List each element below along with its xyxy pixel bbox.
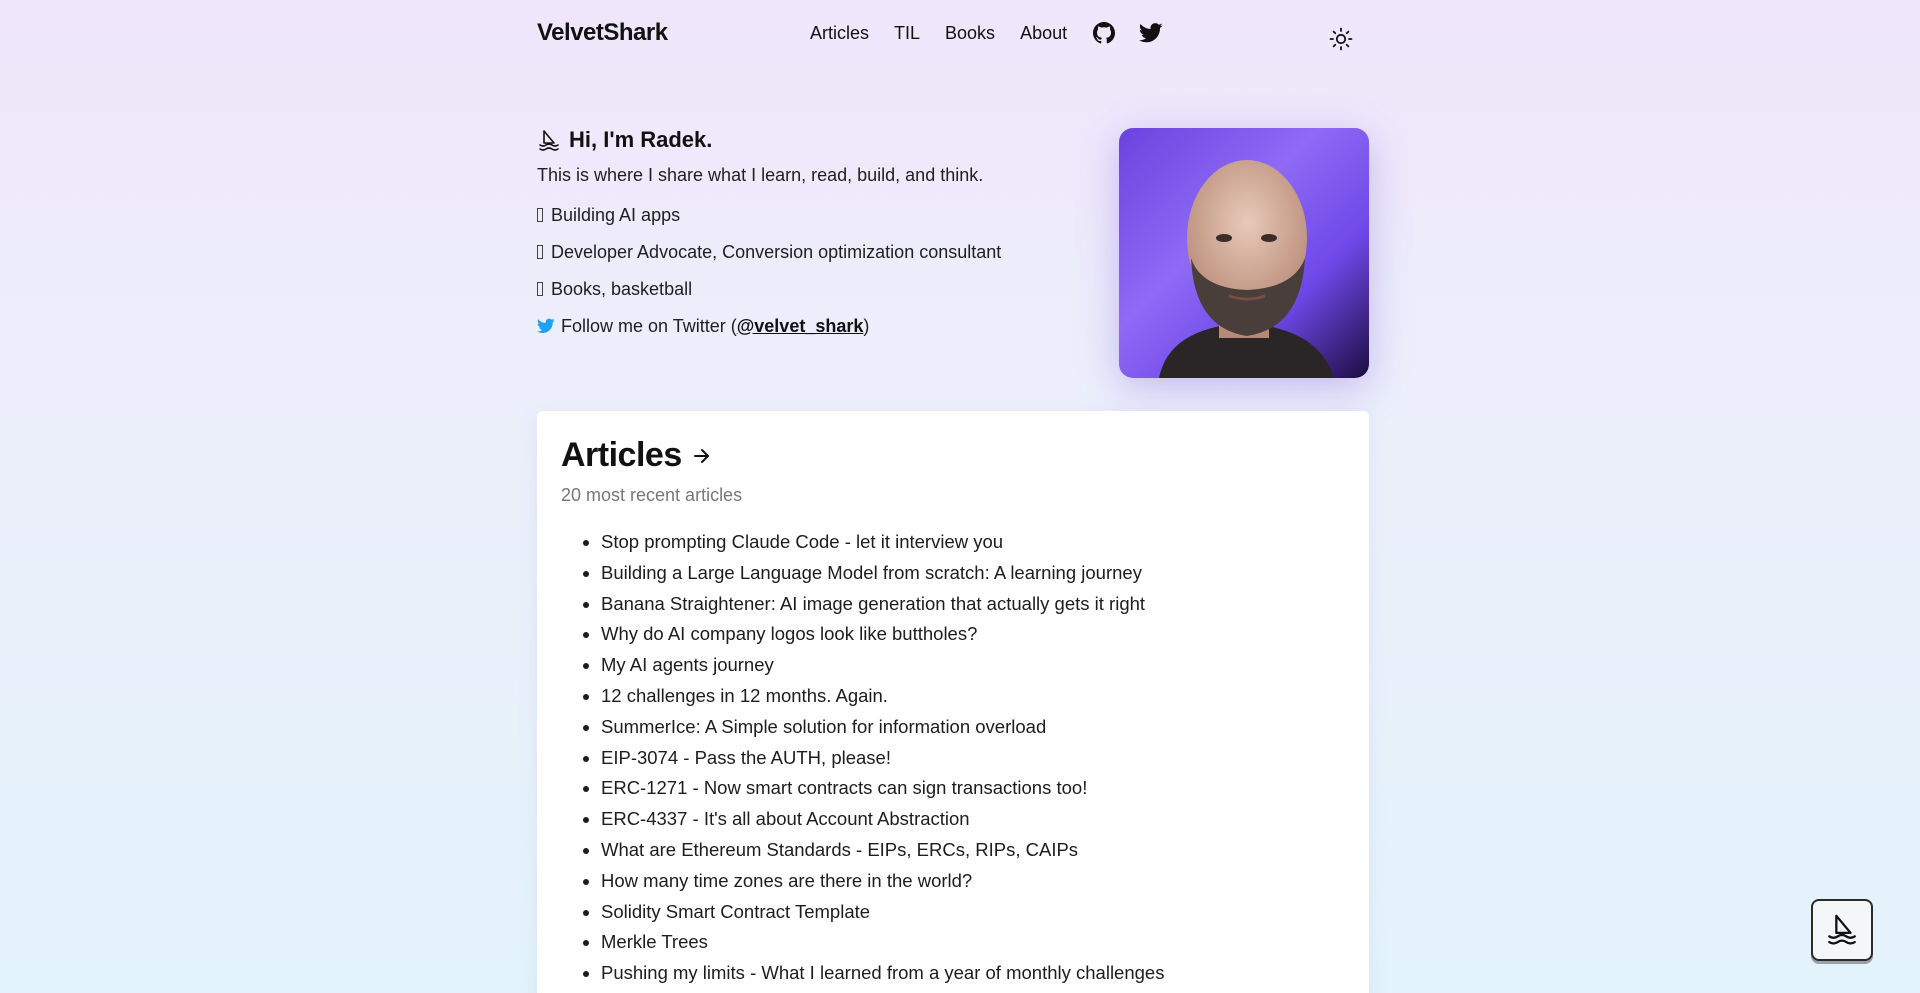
articles-heading: Articles bbox=[561, 436, 682, 474]
list-item bbox=[601, 712, 1164, 743]
list-item bbox=[601, 527, 1164, 558]
twitter-bird-icon bbox=[537, 318, 555, 334]
twitter-icon[interactable] bbox=[1139, 21, 1163, 45]
boat-widget-button[interactable] bbox=[1811, 899, 1873, 961]
intro-line-text: Building AI apps bbox=[551, 204, 681, 225]
nav-books[interactable]: Books bbox=[945, 22, 996, 43]
list-item bbox=[601, 619, 1164, 650]
article-link[interactable]: Building a Large Language Model from scratch: A learning journey bbox=[601, 561, 1142, 583]
nav-til[interactable]: TIL bbox=[894, 22, 921, 43]
site-header bbox=[537, 0, 1369, 70]
sun-icon[interactable] bbox=[1328, 26, 1354, 52]
list-item bbox=[601, 958, 1164, 989]
article-link[interactable]: Stop prompting Claude Code - let it interview you bbox=[601, 531, 1004, 552]
twitter-handle-link[interactable]: @velvet_shark bbox=[736, 315, 864, 336]
list-item bbox=[601, 589, 1164, 620]
article-link[interactable]: ERC-1271 - Now smart contracts can sign transactions too! bbox=[601, 777, 1088, 799]
missing-glyph-icon bbox=[537, 245, 543, 259]
site-logo[interactable]: VelvetShark bbox=[537, 19, 668, 46]
sailboat-icon bbox=[1825, 913, 1859, 947]
list-item bbox=[601, 927, 1164, 958]
twitter-suffix: ) bbox=[863, 315, 870, 336]
main-nav bbox=[810, 21, 1186, 45]
arrow-right-icon bbox=[692, 446, 712, 466]
articles-heading-link[interactable] bbox=[561, 436, 712, 475]
articles-subtitle: 20 most recent articles bbox=[561, 485, 743, 505]
intro-line-hobbies bbox=[537, 276, 1097, 302]
article-list bbox=[601, 527, 1164, 989]
articles-card bbox=[537, 411, 1369, 993]
twitter-prefix: Follow me on Twitter ( bbox=[561, 315, 737, 336]
list-item bbox=[601, 743, 1164, 774]
list-item bbox=[601, 804, 1164, 835]
list-item bbox=[601, 866, 1164, 897]
intro-line-twitter bbox=[537, 313, 1097, 339]
article-link[interactable]: Pushing my limits - What I learned from a year of monthly challenges bbox=[601, 962, 1165, 984]
intro-section bbox=[537, 124, 1097, 339]
article-link[interactable]: Banana Straightener: AI image generation that actually gets it right bbox=[601, 592, 1146, 614]
missing-glyph-icon bbox=[537, 208, 543, 222]
article-link[interactable]: Solidity Smart Contract Template bbox=[601, 900, 871, 922]
intro-title-text: Hi, I'm Radek. bbox=[569, 127, 713, 152]
list-item bbox=[601, 835, 1164, 866]
list-item bbox=[601, 558, 1164, 589]
github-icon[interactable] bbox=[1092, 21, 1116, 45]
missing-glyph-icon bbox=[537, 282, 543, 296]
person-portrait-icon bbox=[1119, 128, 1369, 378]
intro-heading bbox=[537, 124, 1097, 156]
intro-line-text: Developer Advocate, Conversion optimization consultant bbox=[551, 241, 1002, 262]
article-link[interactable]: ERC-4337 - It's all about Account Abstraction bbox=[601, 808, 970, 830]
article-link[interactable]: What are Ethereum Standards - EIPs, ERCs, RIPs, CAIPs bbox=[601, 838, 1079, 860]
nav-articles[interactable]: Articles bbox=[810, 22, 870, 43]
intro-line-text: Books, basketball bbox=[551, 278, 693, 299]
intro-line-ai bbox=[537, 202, 1097, 228]
article-link[interactable]: Why do AI company logos look like buttholes? bbox=[601, 623, 978, 645]
article-link[interactable]: How many time zones are there in the world? bbox=[601, 869, 973, 891]
list-item bbox=[601, 650, 1164, 681]
article-link[interactable]: 12 challenges in 12 months. Again. bbox=[601, 684, 888, 706]
list-item bbox=[601, 681, 1164, 712]
article-link[interactable]: SummerIce: A Simple solution for information overload bbox=[601, 715, 1047, 737]
list-item bbox=[601, 773, 1164, 804]
intro-tagline: This is where I share what I learn, read, build, and think. bbox=[537, 165, 984, 185]
article-link[interactable]: EIP-3074 - Pass the AUTH, please! bbox=[601, 746, 891, 768]
sailboat-icon bbox=[537, 128, 561, 152]
profile-photo bbox=[1119, 128, 1369, 378]
intro-line-work bbox=[537, 239, 1097, 265]
nav-about[interactable]: About bbox=[1020, 22, 1068, 43]
article-link[interactable]: Merkle Trees bbox=[601, 931, 708, 953]
article-link[interactable]: My AI agents journey bbox=[601, 654, 774, 676]
list-item bbox=[601, 897, 1164, 928]
